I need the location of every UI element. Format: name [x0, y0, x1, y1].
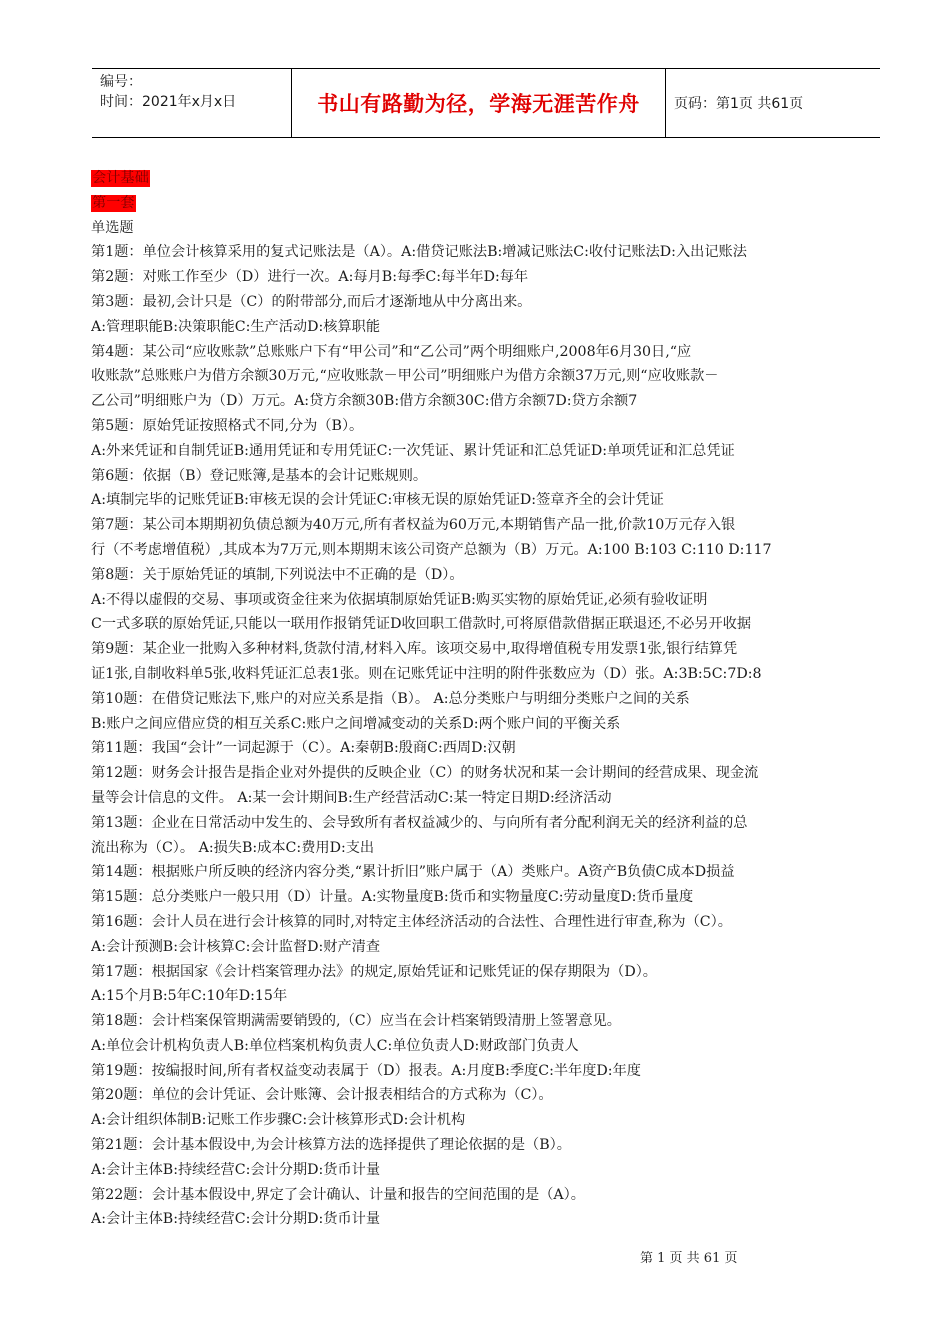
page-footer: 第 1 页 共 61 页 — [640, 1251, 738, 1266]
text-line: 第2题：对账工作至少（D）进行一次。A:每月B:每季C:每半年D:每年 — [91, 269, 529, 286]
text-line: A:会计组织体制B:记账工作步骤C:会计核算形式D:会计机构 — [91, 1112, 466, 1129]
text-line: 第17题：根据国家《会计档案管理办法》的规定,原始凭证和记账凭证的保存期限为（D）。 — [91, 963, 657, 980]
text-line: C一式多联的原始凭证,只能以一联用作报销凭证D收回职工借款时,可将原借款借据正联退还,不必另开收据 — [91, 616, 752, 633]
text-line: 第5题：原始凭证按照格式不同,分为（B）。 — [91, 417, 364, 434]
text-line: A:会计主体B:持续经营C:会计分期D:货币计量 — [91, 1211, 381, 1228]
header-page-label: 页码：第1页 共61页 — [674, 96, 804, 112]
text-line: 行（不考虑增值税）,其成本为7万元,则本期期末该公司资产总额为（B）万元。A:100 B:103 C:110 D:117 — [91, 541, 772, 558]
text-line: 流出称为（C）。 A:损失B:成本C:费用D:支出 — [91, 839, 375, 856]
text-line: 第7题：某公司本期期初负债总额为40万元,所有者权益为60万元,本期销售产品一批,价款10万元存入银 — [91, 517, 736, 534]
text-line: 第10题：在借贷记账法下,账户的对应关系是指（B）。 A:总分类账户与明细分类账户之间的关系 — [91, 690, 690, 707]
question-lines — [91, 240, 883, 1232]
text-line: 第16题：会计人员在进行会计核算的同时,对特定主体经济活动的合法性、合理性进行审查,称为（C）。 — [91, 913, 732, 930]
set-heading — [91, 191, 883, 216]
text-line: 第18题：会计档案保管期满需要销毁的,（C）应当在会计档案销毁清册上签署意见。 — [91, 1013, 621, 1030]
text-line: A:不得以虚假的交易、事项或资金往来为依据填制原始凭证B:购买实物的原始凭证,必须有验收证明 — [91, 591, 708, 608]
text-line: 第1题：单位会计核算采用的复式记账法是（A）。A:借贷记账法B:增减记账法C:收付记账法D:入出记账法 — [91, 244, 747, 261]
text-line: 第4题：某公司“应收账款”总账账户下有“甲公司”和“乙公司”两个明细账户,2008年6月30日,“应 — [91, 343, 692, 360]
set-highlight: 第一套 — [92, 194, 135, 211]
text-line: A:管理职能B:决策职能C:生产活动D:核算职能 — [91, 318, 381, 335]
text-line: A:会计预测B:会计核算C:会计监督D:财产清查 — [91, 938, 381, 955]
text-line: 第11题：我国“会计”一词起源于（C）。A:秦朝B:殷商C:西周D:汉朝 — [91, 740, 516, 757]
text-line: 第19题：按编报时间,所有者权益变动表属于（D）报表。A:月度B:季度C:半年度D:年度 — [91, 1062, 641, 1079]
text-line: 第8题：关于原始凭证的填制,下列说法中不正确的是（D）。 — [91, 566, 464, 583]
subject-heading — [91, 166, 883, 191]
text-line: A:填制完毕的记账凭证B:审核无误的会计凭证C:审核无误的原始凭证D:签章齐全的会计凭证 — [91, 492, 664, 509]
text-line: 第15题：总分类账户一般只用（D）计量。A:实物量度B:货币和实物量度C:劳动量度D:货币量度 — [91, 889, 694, 906]
text-line: 第22题：会计基本假设中,界定了会计确认、计量和报告的空间范围的是（A）。 — [91, 1186, 585, 1203]
text-line: 第6题：依据（B）登记账簿,是基本的会计记账规则。 — [91, 467, 428, 484]
text-line: A:单位会计机构负责人B:单位档案机构负责人C:单位负责人D:财政部门负责人 — [91, 1037, 579, 1054]
text-line: 第20题：单位的会计凭证、会计账簿、会计报表相结合的方式称为（C）。 — [91, 1087, 553, 1104]
text-line: A:会计主体B:持续经营C:会计分期D:货币计量 — [91, 1161, 381, 1178]
header-meta — [92, 69, 292, 137]
page-header — [92, 68, 880, 138]
text-line: 第9题：某企业一批购入多种材料,货款付清,材料入库。该项交易中,取得增值税专用发票1张,银行结算凭 — [91, 641, 738, 658]
text-line: 量等会计信息的文件。 A:某一会计期间B:生产经营活动C:某一特定日期D:经济活动 — [91, 789, 612, 806]
text-line: 第13题：企业在日常活动中发生的、会导致所有者权益减少的、与向所有者分配利润无关的经济利益的总 — [91, 814, 748, 831]
number-label: 编号： — [100, 74, 142, 90]
text-line: 第14题：根据账户所反映的经济内容分类,“累计折旧”账户属于（A）类账户。A资产B负债C成本D损益 — [91, 864, 735, 881]
header-motto: 书山有路勤为径，学海无涯苦作舟 — [292, 69, 666, 137]
text-line: 第21题：会计基本假设中,为会计核算方法的选择提供了理论依据的是（B）。 — [91, 1137, 571, 1154]
question-type: 单选题 — [91, 219, 134, 236]
text-line: 证1张,自制收料单5张,收料凭证汇总表1张。则在记账凭证中注明的附件张数应为（D）张。A:3B:5C:7D:8 — [91, 665, 762, 682]
text-line: 乙公司”明细账户为（D）万元。A:贷方余额30B:借方余额30C:借方余额7D:贷方余额7 — [91, 393, 638, 410]
text-line: A:外来凭证和自制凭证B:通用凭证和专用凭证C:一次凭证、累计凭证和汇总凭证D:单项凭证和汇总凭证 — [91, 442, 735, 459]
text-line: A:15个月B:5年C:10年D:15年 — [91, 988, 288, 1005]
text-line: B:账户之间应借应贷的相互关系C:账户之间增减变动的关系D:两个账户间的平衡关系 — [91, 715, 621, 732]
time-label: 时间：2021年x月x日 — [100, 94, 237, 110]
text-line: 第12题：财务会计报告是指企业对外提供的反映企业（C）的财务状况和某一会计期间的经营成果、现金流 — [91, 765, 759, 782]
text-line: 收账款”总账账户为借方余额30万元,“应收账款－甲公司”明细账户为借方余额37万元,则“应收账款－ — [91, 368, 719, 385]
subject-highlight: 会计基础 — [92, 170, 149, 186]
document-body — [91, 166, 883, 1232]
text-line: 第3题：最初,会计只是（C）的附带部分,而后才逐渐地从中分离出来。 — [91, 293, 532, 310]
